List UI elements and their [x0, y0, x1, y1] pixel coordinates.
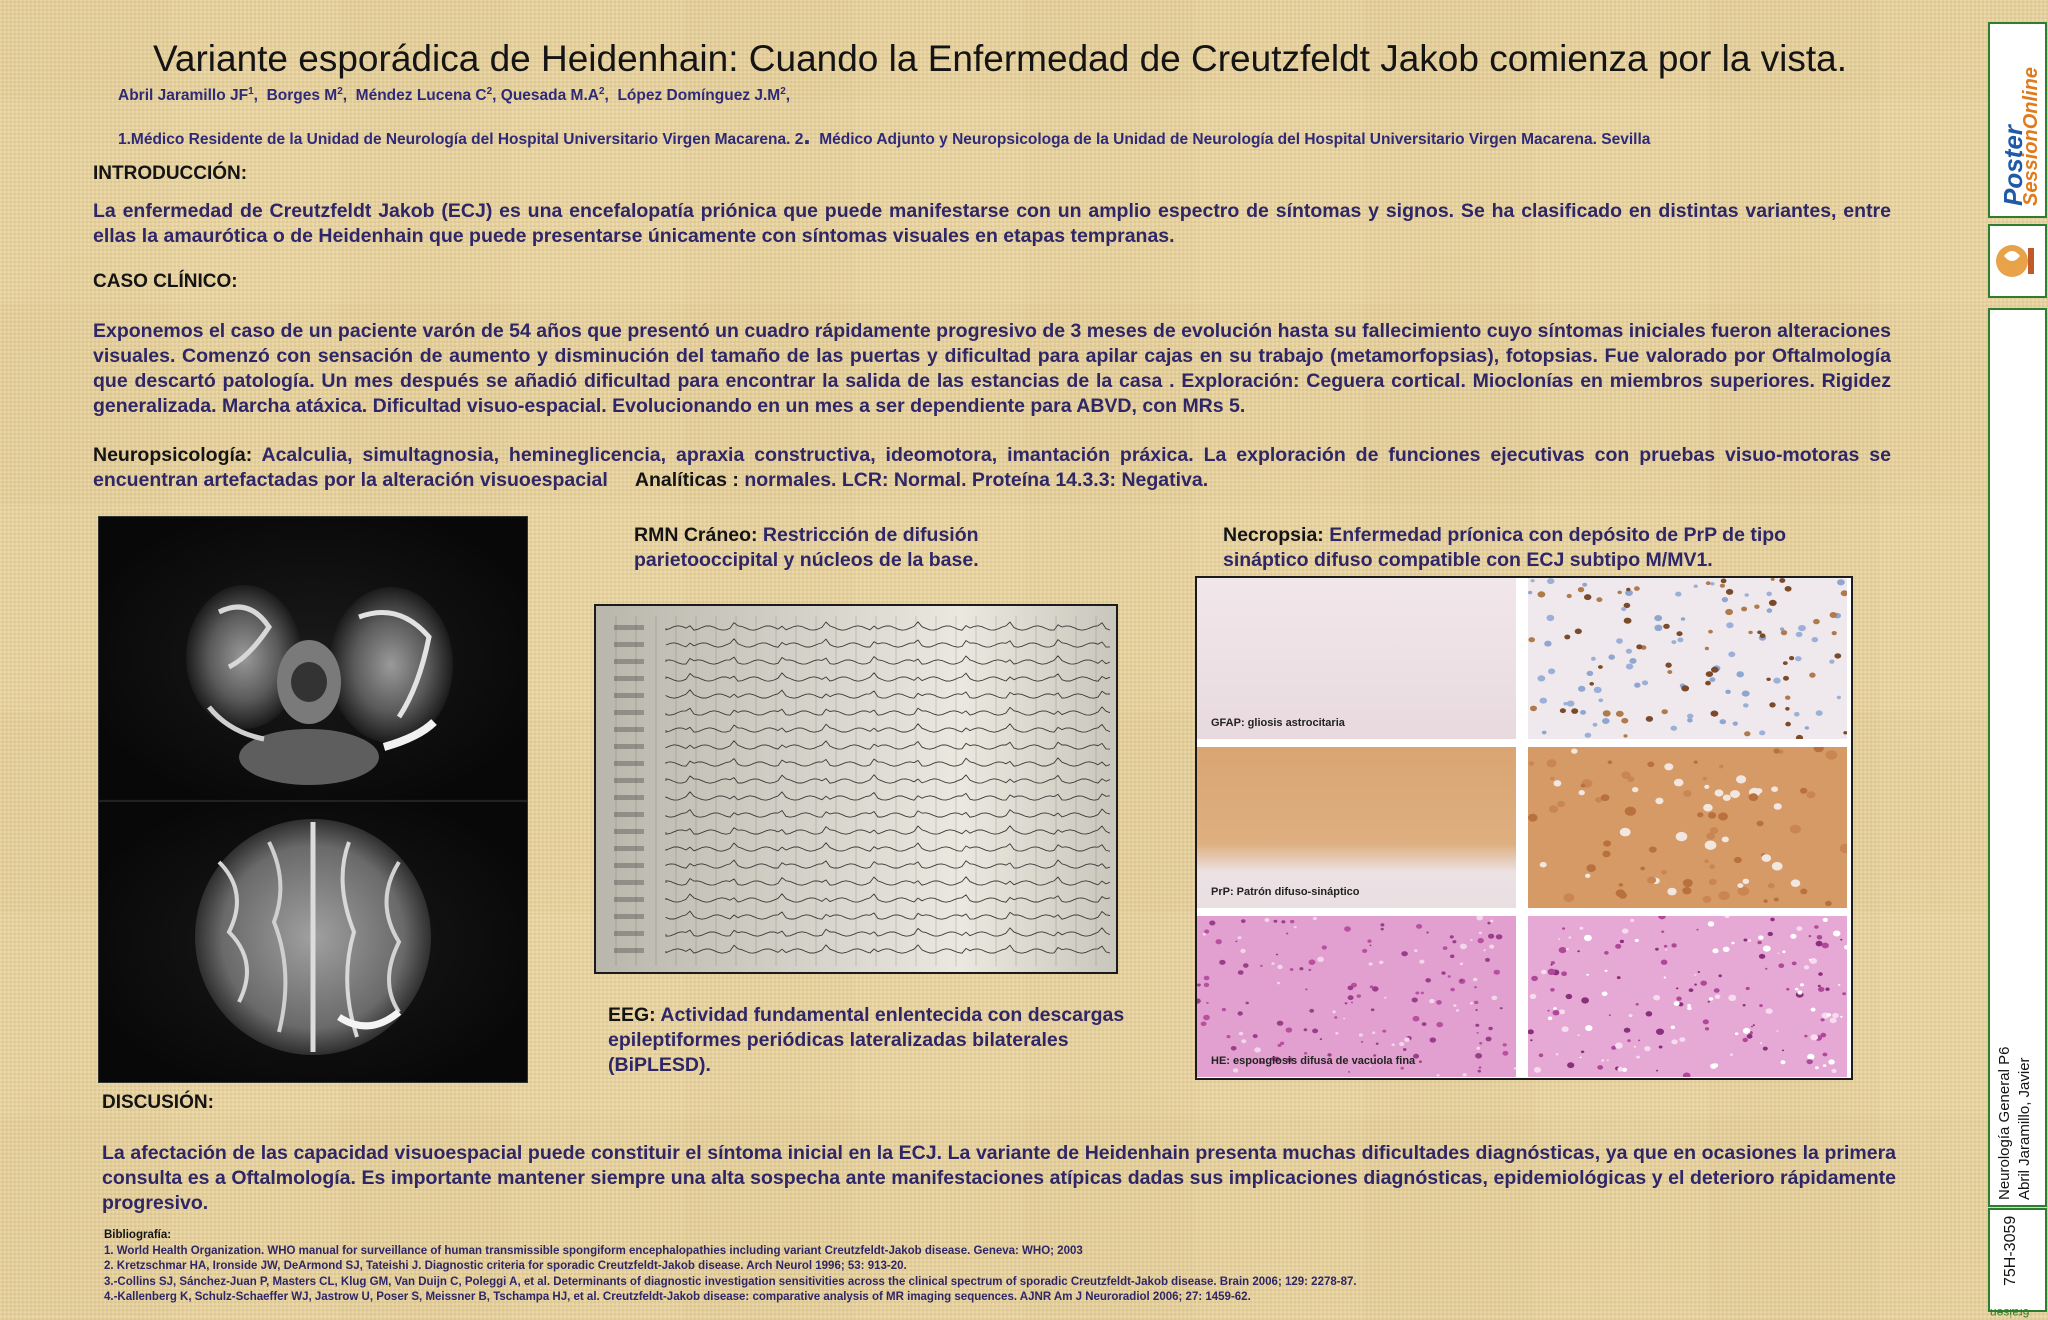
histo-he-high: [1528, 916, 1847, 1077]
discusion-text: La afectación de las capacidad visuoespacial puede constituir el síntoma inicial en la ECJ. La variante de Heidenhain presenta muchas dificultades diagnósticas, ya que en ocasiones la primera consulta es a Oftalmología. Es importante mantener siempre una alta sospecha ante manifestaciones atípicas dadas sus implicaciones diagnósticas, epidemiológicas y el deterioro rápidamente progresivo.: [102, 1142, 1896, 1214]
author-name: Abril Jaramillo, Javier: [2016, 1057, 2033, 1200]
poster-code-panel: [1988, 1208, 2047, 1320]
eeg-image: [594, 604, 1118, 974]
discusion-heading: DISCUSIÓN:: [102, 1092, 214, 1113]
mri-axial-lower: [99, 517, 527, 799]
histo-gfap-high: [1528, 578, 1847, 739]
histo-prp-high: [1528, 747, 1847, 908]
society-logo: [1988, 224, 2047, 298]
intro-text: La enfermedad de Creutzfeldt Jakob (ECJ) es una encefalopatía priónica que puede manifestarse con un amplio espectro de síntomas y signos. Se ha clasificado en distintas variantes, entre ellas la amaurótica o de Heidenhain que puede presentarse únicamente con síntomas visuales en etapas tempranas.: [93, 200, 1891, 247]
neuro-text: Neuropsicología: Acalculia, simultagnosia, hemineglicencia, apraxia constructiva, ideomotora, imantación práxica. La exploración de funciones ejecutivas con pruebas visuo-motoras se encuentran artefactadas por la alteración visuoespacial Analíticas : normales. LCR: Normal. Proteína 14.3.3: Negativa.: [93, 444, 1891, 491]
author-list: Abril Jaramillo $JF^1$, Borges $M^2$, Méndez Lucena $C^2$, Quesada $M.A^2$, López Domínguez $J.M^2$,: [118, 86, 791, 105]
author-5: López Domínguez J.M: [617, 87, 781, 105]
eeg-caption: EEG: Actividad fundamental enlentecida con descargas epileptiformes periódicas lateralizadas bilaterales (BiPLESD).: [608, 1004, 1125, 1076]
poster-title: Variante esporádica de Heidenhain: Cuando la Enfermedad de Creutzfeldt Jakob comienza por la vista.: [152, 38, 1848, 79]
histo-gfap-low: [1197, 578, 1516, 739]
histo-prp-low: [1197, 747, 1516, 908]
reference: 3.-Collins SJ, Sánchez-Juan P, Masters CL, Klug GM, Van Duijn C, Poleggi A, et al. Determinants of diagnostic investigation sensitivities across the clinical spectrum of sporadic Creutzfeldt-Jakob disease. Brain 2006; 129: 2278-87.: [104, 1275, 1357, 1288]
author-3: Méndez Lucena C: [355, 87, 487, 105]
histo-he-low: [1197, 916, 1516, 1077]
reference: 4.-Kallenberg K, Schulz-Schaeffer WJ, Jastrow U, Poser S, Meissner B, Tschampa HJ, et al. Creutzfeldt-Jakob disease: comparative analysis of MR imaging sequences. AJNR Am J Neuroradiol 2006; 27: 1459-62.: [104, 1291, 1251, 1303]
reference: 2. Kretzschmar HA, Ironside JW, DeArmond SJ, Tateishi J. Diagnostic criteria for sporadic Creutzfeldt-Jakob disease. Arch Neurol 1996; 53: 913-20.: [104, 1260, 907, 1272]
author-4: Quesada M.A: [500, 87, 599, 105]
bibliography-heading: Bibliografía:: [104, 1229, 172, 1241]
case-heading: CASO CLÍNICO:: [93, 271, 238, 292]
author-1: Abril Jaramillo JF: [118, 87, 249, 105]
histology-grid: [1195, 576, 1853, 1080]
session-info-panel: [1988, 308, 2047, 1207]
histo-label-he: HE: espongiosis difusa de vacuola fina: [1211, 1055, 1416, 1067]
reference: 1. World Health Organization. WHO manual for surveillance of human transmissible spongiform encephalopathies including variant Creutzfeldt-Jakob disease. Geneva: WHO; 2003: [104, 1244, 1083, 1257]
poster-session-logo: Poster SessionOnline: [1988, 22, 2047, 218]
affiliations: 1.Médico Residente de la Unidad de Neurología del Hospital Universitario Virgen Macarena. 2. Médico Adjunto y Neuropsicologa de la Unidad de Neurología del Hospital Universitario Virgen Macarena. Sevilla: [118, 120, 1651, 150]
histo-label-prp: PrP: Patrón difuso-sináptico: [1211, 886, 1360, 898]
necropsia-caption: Necropsia: Enfermedad príonica con depósito de PrP de tipo sináptico difuso compatible con ECJ subtipo M/MV1.: [1223, 524, 1787, 571]
mri-axial-upper: [99, 800, 527, 1083]
mri-image: [98, 516, 528, 1083]
session-name: Neurología General P6: [1996, 1046, 2013, 1200]
histo-label-gfap: GFAP: gliosis astrocitaria: [1211, 717, 1345, 729]
author-2: Borges M: [266, 87, 338, 105]
rmn-caption: RMN Cráneo: Restricción de difusión parietooccipital y núcleos de la base.: [634, 524, 979, 571]
intro-heading: INTRODUCCIÓN:: [93, 163, 248, 184]
bibliography: [104, 1228, 1357, 1306]
poster-code: 75H-3059: [2002, 1215, 2019, 1286]
brand-mark: 6raisen: [1990, 1306, 2030, 1320]
case-text: Exponemos el caso de un paciente varón de 54 años que presentó un cuadro rápidamente progresivo de 3 meses de evolución hasta su fallecimiento cuyo síntomas iniciales fueron alteraciones visuales. Comenzó con sensación de aumento y disminución del tamaño de las puertas y dificultad para apilar cajas en su trabajo (metamorfopsias), fotopsias. Fue valorado por Oftalmología que descartó patología. Un mes después se añadió dificultad para encontrar la salida de las estancias de la casa . Exploración: Ceguera cortical. Mioclonías en miembros superiores. Rigidez generalizada. Marcha atáxica. Dificultad visuo-espacial. Evolucionando en un mes a ser dependiente para ABVD, con MRs 5.: [93, 320, 1891, 417]
